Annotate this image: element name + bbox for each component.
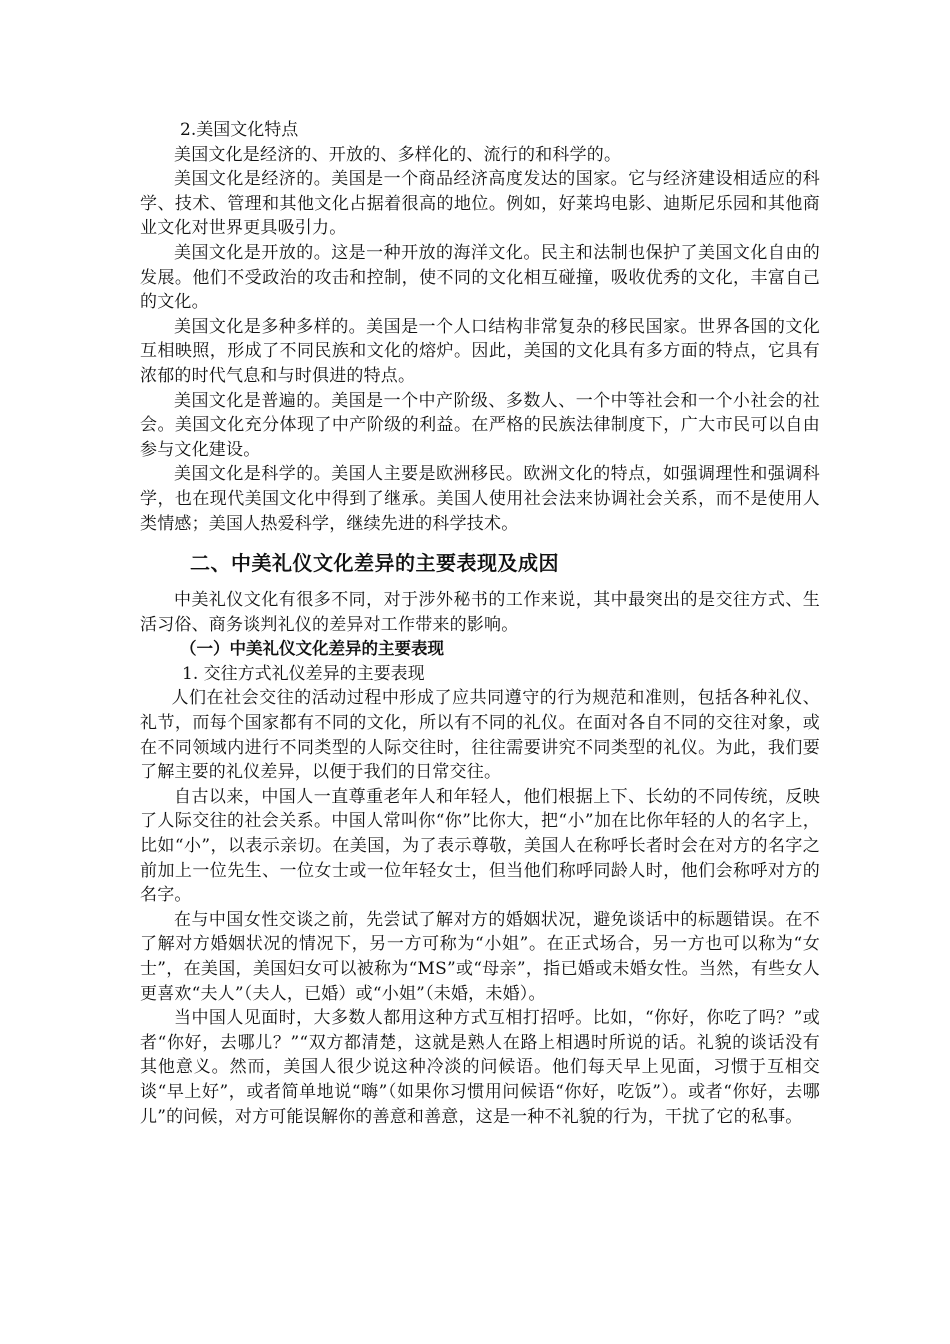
paragraph: 美国文化是开放的。这是一种开放的海洋文化。民主和法制也保护了美国文化自由的发展。他们不受政治的攻击和控制，使不同的文化相互碰撞，吸收优秀的文化，丰富自己的文化。 bbox=[140, 242, 820, 313]
paragraph: 美国文化是普遍的。美国是一个中产阶级、多数人、一个中等社会和一个小社会的社会。美国文化充分体现了中产阶级的利益。在严格的民族法律制度下，广大市民可以自由参与文化建设。 bbox=[140, 390, 820, 460]
paragraph: 人们在社会交往的活动过程中形成了应共同遵守的行为规范和准则，包括各种礼仪、礼节，而每个国家都有不同的文化，所以有不同的礼仪。在面对各自不同的交往对象，或在不同领域内进行不同类型的人际交往时，往往需要讲究不同类型的礼仪。为此，我们要了解主要的礼仪差异，以便于我们的日常交往。 bbox=[140, 688, 820, 783]
paragraph: 美国文化是科学的。美国人主要是欧洲移民。欧洲文化的特点，如强调理性和强调科学，也在现代美国文化中得到了继承。美国人使用社会法来协调社会关系，而不是使用人类情感；美国人热爱科学，继续先进的科学技术。 bbox=[140, 464, 820, 534]
paragraph: 美国文化是经济的。美国是一个商品经济高度发达的国家。它与经济建设相适应的科学、技术、管理和其他文化占据着很高的地位。例如，好莱坞电影、迪斯尼乐园和其他商业文化对世界更具吸引力。 bbox=[140, 169, 820, 239]
paragraph: 自古以来，中国人一直尊重老年人和年轻人，他们根据上下、长幼的不同传统，反映了人际交往的社会关系。中国人常叫你“你”比你大，把“小”加在比你年轻的人的名字上，比如“小”，以表示亲切。在美国，为了表示尊敬，美国人在称呼长者时会在对方的名字之前加上一位先生、一位女士或一位年轻女士，但当他们称呼同龄人时，他们会称呼对方的名字。 bbox=[140, 786, 820, 906]
item-title: 1. 交往方式礼仪差异的主要表现 bbox=[182, 663, 425, 684]
paragraph: 美国文化是经济的、开放的、多样化的、流行的和科学的。 bbox=[174, 144, 622, 165]
subsection-heading: （一）中美礼仪文化差异的主要表现 bbox=[180, 639, 444, 659]
section-heading: 二、中美礼仪文化差异的主要表现及成因 bbox=[190, 551, 559, 576]
document-page bbox=[140, 118, 820, 1129]
section-title-us-culture: 2.美国文化特点 bbox=[180, 120, 299, 140]
paragraph-intro: 中美礼仪文化有很多不同，对于涉外秘书的工作来说，其中最突出的是交往方式、生活习俗、商务谈判礼仪的差异对工作带来的影响。 bbox=[140, 590, 820, 635]
paragraph: 在与中国女性交谈之前，先尝试了解对方的婚姻状况，避免谈话中的标题错误。在不了解对方婚姻状况的情况下，另一方可称为“小姐”。在正式场合，另一方也可以称为“女士”，在美国，美国妇女可以被称为“MS”或“母亲”，指已婚或未婚女性。当然，有些女人更喜欢“夫人”（夫人，已婚）或“小姐”（未婚，未婚）。 bbox=[140, 909, 820, 1004]
paragraph: 美国文化是多种多样的。美国是一个人口结构非常复杂的移民国家。世界各国的文化互相映照，形成了不同民族和文化的熔炉。因此，美国的文化具有多方面的特点，它具有浓郁的时代气息和与时俱进的特点。 bbox=[140, 316, 820, 386]
paragraph: 当中国人见面时，大多数人都用这种方式互相打招呼。比如，“你好，你吃了吗？”或者“你好，去哪儿？”“双方都清楚，这就是熟人在路上相遇时所说的话。礼貌的谈话没有其他意义。然而，美国人很少说这种冷淡的问候语。他们每天早上见面，习惯于互相交谈“早上好”，或者简单地说“嗨”（如果你习惯用问候语“你好，吃饭”）。或者“你好，去哪儿”的问候，对方可能误解你的善意和善意，这是一种不礼貌的行为，干扰了它的私事。 bbox=[140, 1008, 820, 1127]
